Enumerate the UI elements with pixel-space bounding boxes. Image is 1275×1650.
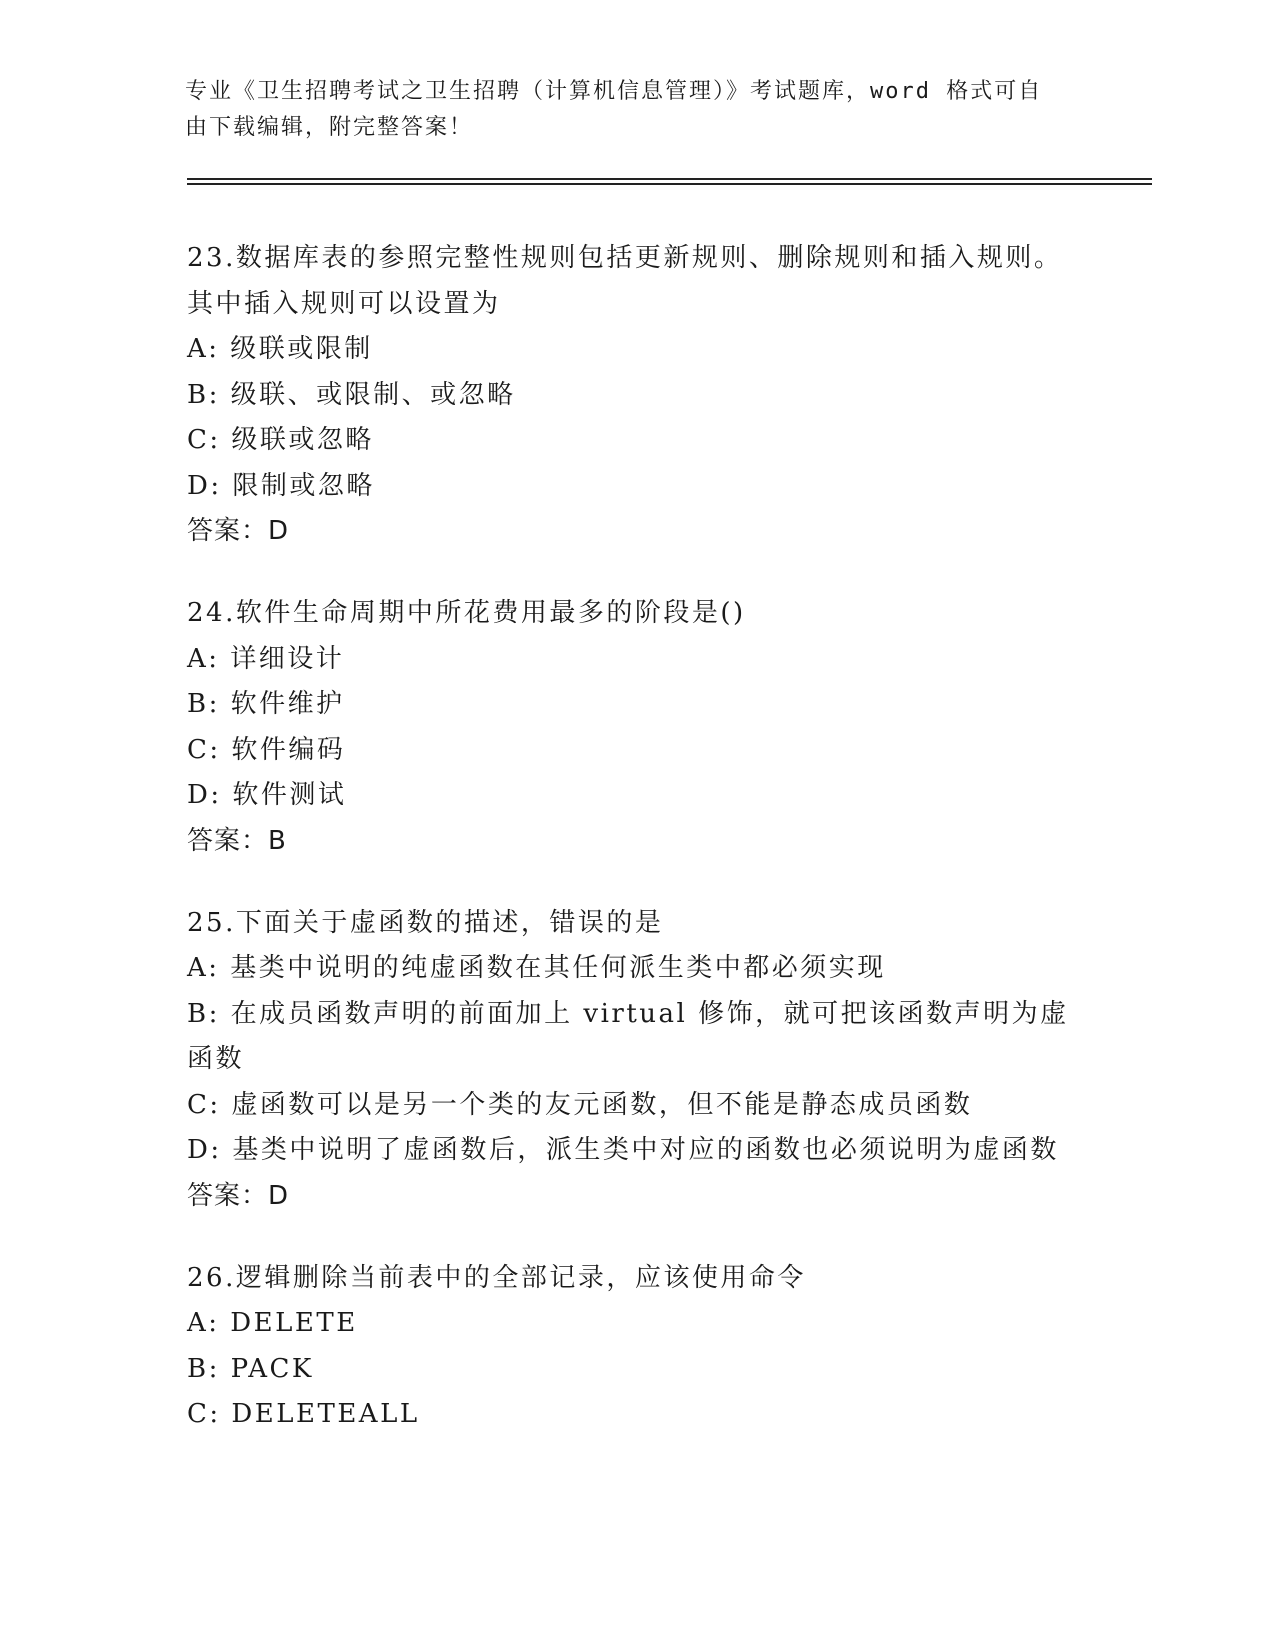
answer-label: 答案：B [187,825,287,856]
option-d: D: 限制或忽略 [187,470,375,501]
question-stem-continued: 其中插入规则可以设置为 [187,288,501,319]
option-c: C: 级联或忽略 [187,425,374,455]
option-a: A: DELETE [187,1308,358,1338]
option-c: C: 软件编码 [187,734,346,765]
header-divider-top [187,178,1152,180]
option-c: C: DELETEALL [187,1399,420,1429]
option-b-continued: 函数 [187,1044,245,1074]
option-a: A: 级联或限制 [187,334,373,364]
question-stem: 23.数据库表的参照完整性规则包括更新规则、删除规则和插入规则。 [187,243,1063,273]
answer-label: 答案：D [187,516,290,546]
header-divider-bottom [187,183,1152,185]
document-header [185,74,1075,146]
option-b: B: 级联、或限制、或忽略 [187,379,516,410]
option-b: B: 软件维护 [187,689,345,719]
option-b: B: PACK [187,1353,314,1384]
question-24 [187,591,1087,864]
option-a: A: 详细设计 [187,643,345,674]
option-a: A: 基类中说明的纯虚函数在其任何派生类中都必须实现 [187,953,886,983]
question-25 [187,901,1087,1219]
header-line-1: 专业《卫生招聘考试之卫生招聘（计算机信息管理）》考试题库，word 格式可自 [185,79,1043,104]
header-line-2: 由下载编辑，附完整答案！ [185,115,474,140]
option-d: D: 软件测试 [187,780,347,810]
question-26 [187,1256,1087,1438]
answer-label: 答案：D [187,1180,290,1211]
question-stem: 24.软件生命周期中所花费用最多的阶段是() [187,598,746,628]
question-list [187,236,1087,1475]
question-stem: 25.下面关于虚函数的描述，错误的是 [187,907,664,938]
option-b: B: 在成员函数声明的前面加上 virtual 修饰，就可把该函数声明为虚 [187,998,1069,1029]
option-c: C: 虚函数可以是另一个类的友元函数，但不能是静态成员函数 [187,1089,973,1120]
question-23 [187,236,1087,554]
option-d: D: 基类中说明了虚函数后，派生类中对应的函数也必须说明为虚函数 [187,1135,1059,1165]
question-stem: 26.逻辑删除当前表中的全部记录，应该使用命令 [187,1262,806,1293]
